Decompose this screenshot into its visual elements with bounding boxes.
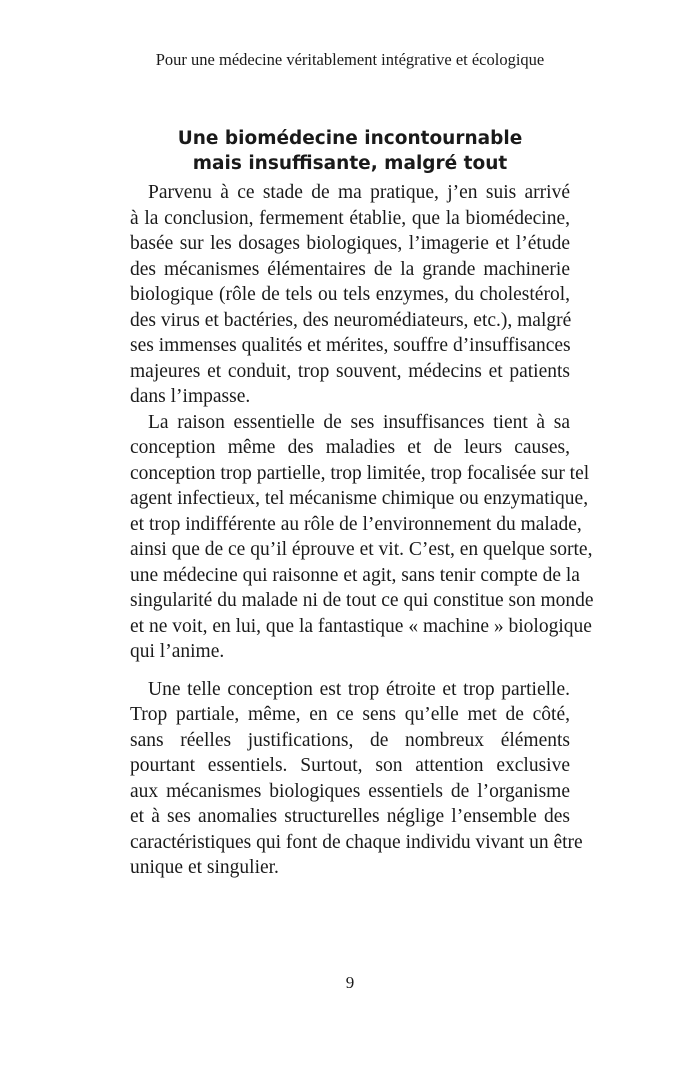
paragraphs bbox=[130, 180, 594, 881]
text-line: à la conclusion, fermement établie, que la biomédecine, bbox=[130, 207, 570, 229]
paragraph bbox=[130, 410, 594, 665]
page-number: 9 bbox=[345, 973, 355, 992]
body-text bbox=[130, 180, 594, 881]
text-line: aux mécanismes biologiques essentiels de l’organisme bbox=[130, 780, 570, 802]
text-line: dans l’impasse. bbox=[130, 386, 251, 407]
text-line: sans réelles justifications, de nombreux éléments bbox=[130, 729, 570, 751]
section-heading bbox=[0, 126, 700, 176]
text-line: conception trop partielle, trop limitée, trop focalisée sur tel bbox=[130, 462, 590, 484]
text-line: Parvenu à ce stade de ma pratique, j’en suis arrivé bbox=[148, 182, 570, 203]
text-line: et à ses anomalies structurelles néglige l’ensemble des bbox=[130, 806, 570, 827]
section-heading-line: Une biomédecine incontournable bbox=[177, 128, 523, 149]
section-heading-line: mais insuffisante, malgré tout bbox=[192, 153, 508, 174]
text-line: ainsi que de ce qu’il éprouve et vit. C’est, en quelque sorte, bbox=[130, 539, 593, 560]
text-line: basée sur les dosages biologiques, l’imagerie et l’étude bbox=[130, 233, 570, 254]
paragraph bbox=[130, 677, 583, 881]
text-line: caractéristiques qui font de chaque individu vivant un être bbox=[130, 831, 583, 853]
paragraph bbox=[130, 180, 570, 410]
text-line: majeures et conduit, trop souvent, médecins et patients bbox=[130, 360, 570, 382]
text-line: pourtant essentiels. Surtout, son attention exclusive bbox=[130, 755, 570, 776]
text-line: des virus et bactéries, des neuromédiateurs, etc.), malgré bbox=[130, 309, 572, 331]
text-line: une médecine qui raisonne et agit, sans tenir compte de la bbox=[130, 564, 580, 586]
text-line: unique et singulier. bbox=[130, 857, 279, 878]
running-header: Pour une médecine véritablement intégrative et écologique bbox=[155, 50, 545, 69]
text-line: et trop indifférente au rôle de l’environnement du malade, bbox=[130, 513, 582, 535]
text-line: Trop partiale, même, en ce sens qu’elle met de côté, bbox=[130, 704, 570, 725]
text-line: biologique (rôle de tels ou tels enzymes, du cholestérol, bbox=[130, 284, 570, 305]
text-line: agent infectieux, tel mécanisme chimique ou enzymatique, bbox=[130, 488, 589, 509]
text-line: conception même des maladies et de leurs causes, bbox=[130, 437, 570, 458]
text-line: qui l’anime. bbox=[130, 641, 225, 662]
text-line: et ne voit, en lui, que la fantastique « machine » biologique bbox=[130, 615, 592, 637]
text-line: des mécanismes élémentaires de la grande machinerie bbox=[130, 258, 570, 280]
text-line: singularité du malade ni de tout ce qui constitue son monde bbox=[130, 590, 594, 611]
text-line: Une telle conception est trop étroite et trop partielle. bbox=[148, 678, 570, 700]
text-line: ses immenses qualités et mérites, souffre d’insuffisances bbox=[130, 335, 571, 356]
text-line: La raison essentielle de ses insuffisances tient à sa bbox=[148, 411, 570, 433]
